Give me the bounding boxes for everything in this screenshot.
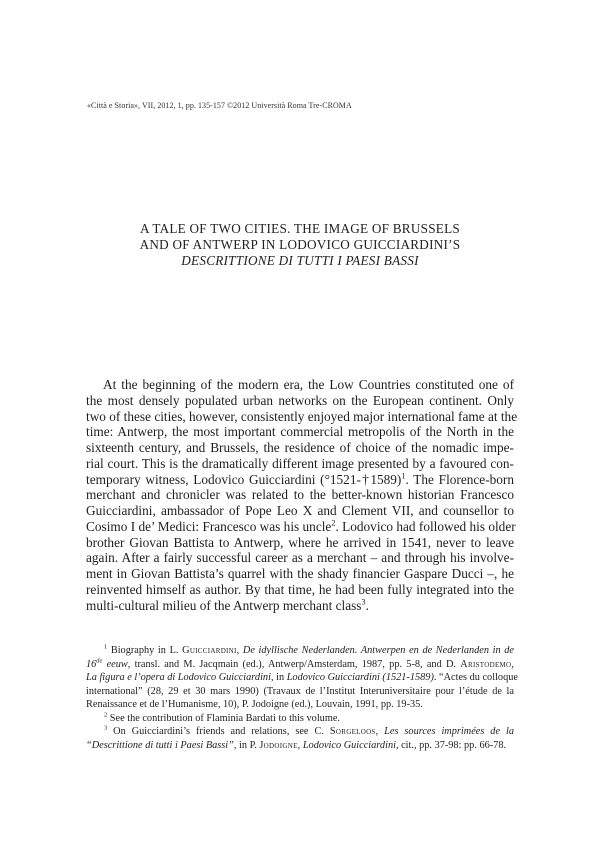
footnote-1-line: Renaissance et de l’Humanisme, 10), P. Jodoigne (ed.), Louvain, 1991, pp. 19-35. <box>86 699 423 710</box>
body-line: the most densely populated urban networks on the European continent. Only <box>86 392 514 408</box>
footnote-text: , cit., pp. 37-98: pp. 66-78. <box>395 739 507 751</box>
footnote-ref-3[interactable]: 3 <box>361 597 366 607</box>
article-title-ref: La figura e l’opera di Lodovico Guicciardini <box>86 672 271 683</box>
author-name: Sorgeloos <box>329 726 376 737</box>
footnote-1-number: 1 <box>104 643 108 651</box>
body-line: brother Giovan Battista to Antwerp, where he arrived in 1541, never to leave <box>86 534 514 550</box>
author-name: Guicciardini <box>182 645 237 656</box>
body-line: two of these cities, however, consistently enjoyed major international fame at the <box>86 408 518 424</box>
footnote-1-line <box>86 644 514 658</box>
running-header: «Città e Storia», VII, 2012, 1, pp. 135-157 ©2012 Università Roma Tre-CROMA <box>87 101 352 110</box>
body-line: merchant and chronicler was related to the better-known historian Francesco <box>86 487 514 503</box>
footnote-2-line <box>86 712 514 726</box>
footnote-1-line <box>86 671 518 685</box>
footnotes <box>86 643 518 752</box>
body-line: time: Antwerp, the most important commercial metropolis of the North in the <box>86 424 514 440</box>
body-text: multi-cultural milieu of the Antwerp merchant class <box>86 597 362 613</box>
footnote-text: Biography in L. <box>110 645 183 656</box>
footnote-3-line <box>86 739 514 753</box>
footnote-text: . “Actes du colloque <box>433 672 518 683</box>
footnote-1-line: international” (28, 29 et 30 mars 1990) (Travaux de l’Institut Interuniversitaire pour l’étude de la <box>86 685 514 697</box>
footnote-text: , <box>375 726 385 737</box>
footnote-text: , transl. and M. Jacqmain (ed.), Antwerp/Amsterdam, 1987, pp. 5-8, and D. <box>127 658 461 670</box>
book-title: Lodovico Guicciardini <box>302 739 396 751</box>
footnote-text: , <box>236 645 243 656</box>
footnote-text: , <box>511 658 514 670</box>
body-line <box>86 598 514 614</box>
body-line: again. After a fairly successful career as a merchant – and through his involve- <box>86 550 514 566</box>
article-title <box>0 221 600 269</box>
body-line: rial court. This is the dramatically different image presented by a favoured con- <box>86 455 514 471</box>
footnote-text: , <box>297 739 303 751</box>
footnote-3-number: 3 <box>104 724 108 732</box>
body-text: . Lodovico had followed his older <box>335 518 516 534</box>
body-line: ment in Giovan Battista’s quarrel with the shady financier Gaspare Ducci –, he <box>86 566 514 581</box>
footnote-3-line <box>86 725 514 739</box>
title-line-2: AND OF ANTWERP IN LODOVICO GUICCIARDINI’S <box>139 237 461 252</box>
body-line: Guicciardini, ambassador of Pope Leo X and Clement VII, and counsellor to <box>86 503 514 518</box>
body-text: temporary witness, Lodovico Guicciardini (°1521-†1589) <box>86 471 402 487</box>
body-line <box>86 519 514 535</box>
ordinal-suffix: de <box>96 657 103 665</box>
body-line: sixteenth century, and Brussels, the residence of choice of the nomadic impe- <box>86 440 514 455</box>
footnote-text: , in P. <box>233 739 260 751</box>
article-title-ref: “Descrittione di tutti i Paesi Bassi” <box>86 739 234 751</box>
title-line-1: A TALE OF TWO CITIES. THE IMAGE OF BRUSSELS <box>140 221 460 236</box>
footnote-2-number: 2 <box>104 711 108 719</box>
author-name: Jodoigne <box>259 739 298 751</box>
body-text: . <box>365 597 369 613</box>
body-line: reinvented himself as author. By that time, he had been fully integrated into the <box>86 581 514 597</box>
footnote-1-line <box>86 658 514 672</box>
body-line: At the beginning of the modern era, the Low Countries constituted one of <box>103 377 514 392</box>
footnote-ref-1[interactable]: 1 <box>401 471 406 481</box>
book-title: eeuw <box>102 658 128 670</box>
footnote-text: , in <box>270 672 287 683</box>
book-title: Lodovico Guicciardini (1521-1589) <box>286 672 434 683</box>
title-line-3: DESCRITTIONE DI TUTTI I PAESI BASSI <box>181 253 419 268</box>
footnote-ref-2[interactable]: 2 <box>331 518 336 528</box>
article-title-ref: Les sources imprimées de la <box>384 726 514 737</box>
body-text: . The Florence-born <box>405 471 514 487</box>
footnote-text: See the contribution of Flaminia Bardati to this volume. <box>109 712 340 724</box>
body-paragraph <box>86 377 518 613</box>
book-title: De idyllische Nederlanden. Antwerpen en de Nederlanden in de <box>242 645 514 656</box>
book-title: 16 <box>86 658 97 670</box>
body-text: Cosimo I de’ Medici: Francesco was his uncle <box>86 518 332 534</box>
footnote-text: On Guicciardini’s friends and relations, see C. <box>113 726 330 737</box>
body-line <box>86 472 514 488</box>
author-name: Aristodemo <box>460 658 512 670</box>
